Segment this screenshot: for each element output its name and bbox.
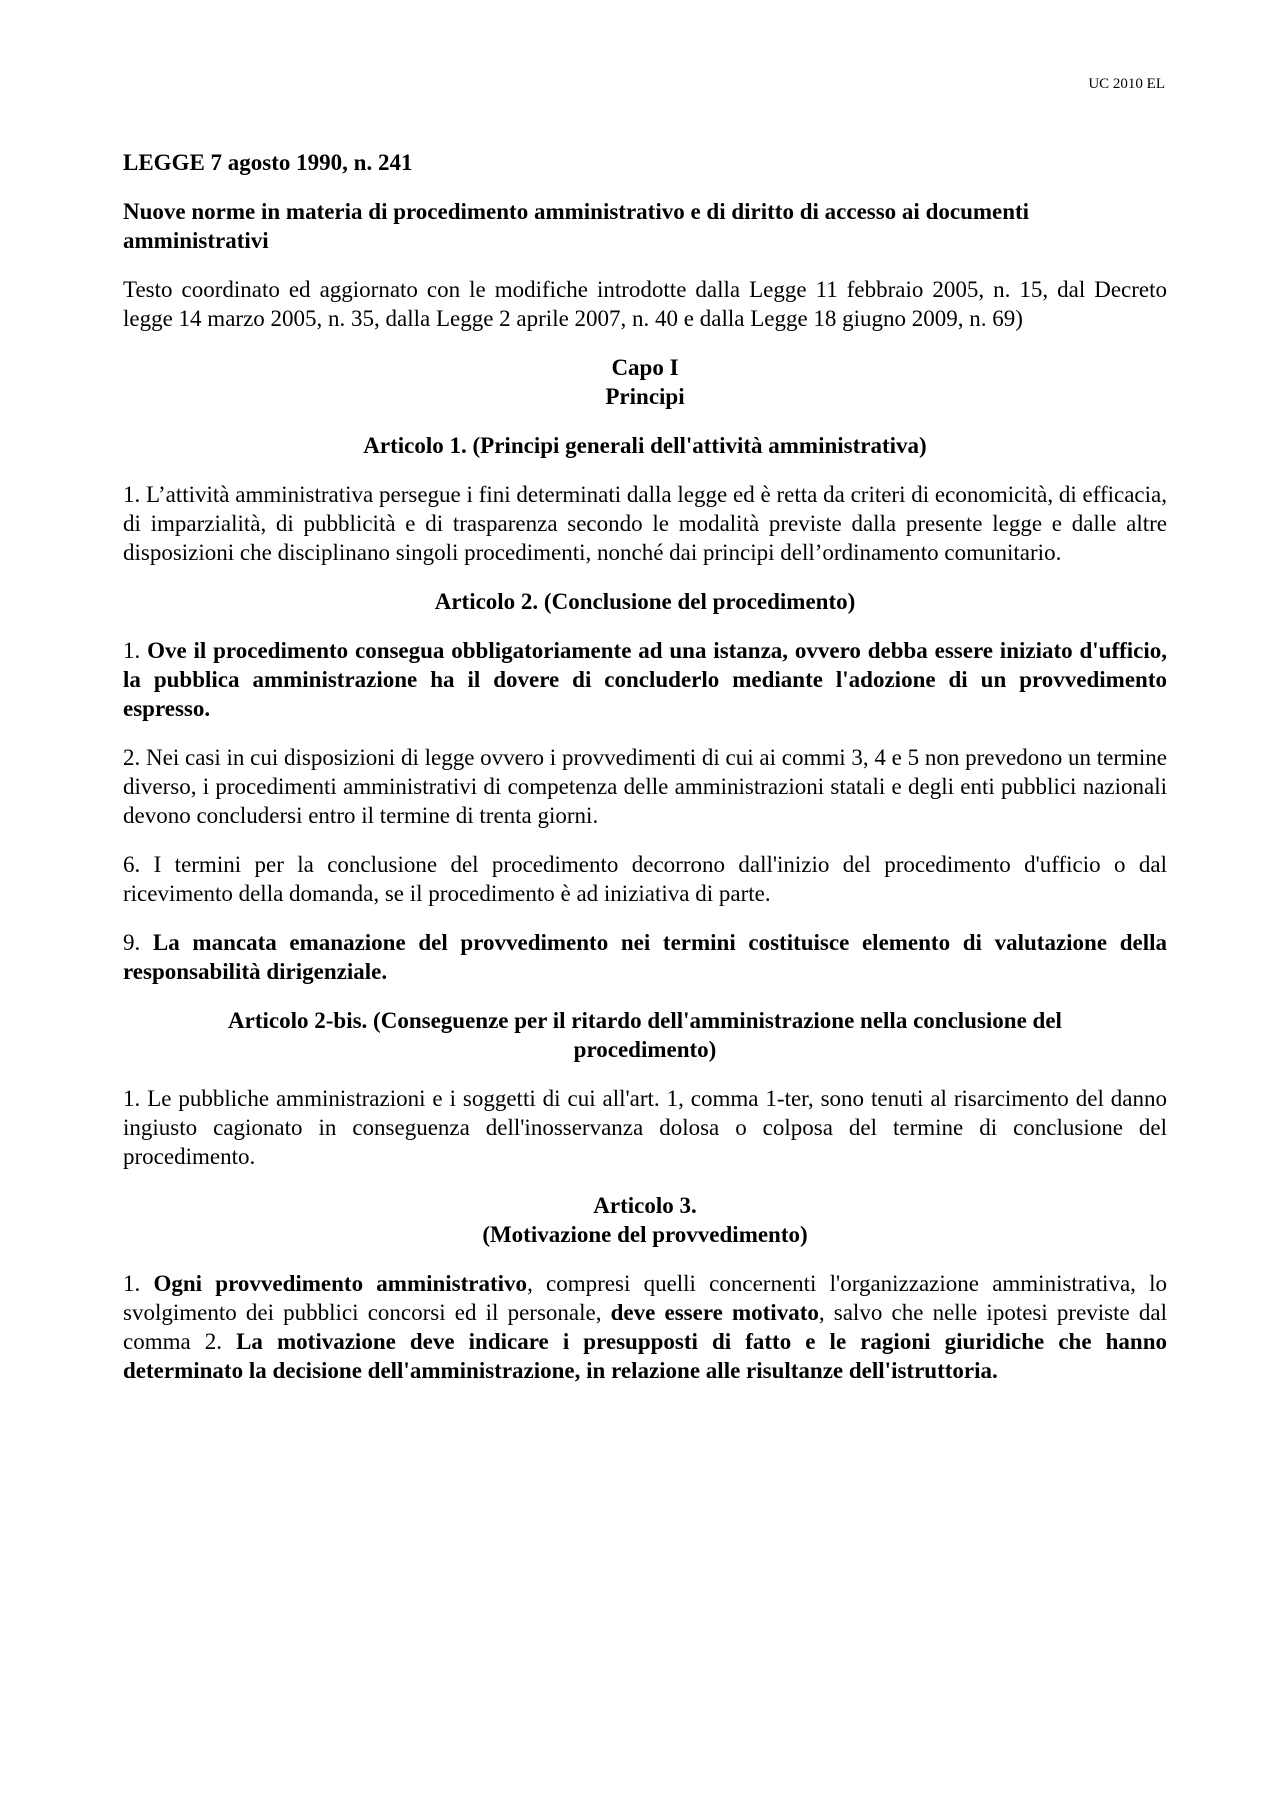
article-2-paragraph-6: 6. I termini per la conclusione del procedimento decorrono dall'inizio del procedimento d'ufficio o dal ricevimento della domanda, se il procedimento è ad iniziativa di parte. bbox=[123, 852, 1167, 906]
paragraph-bold-text: Ove il procedimento consegua obbligatoriamente ad una istanza, ovvero debba essere iniziato d'ufficio, la pubblica amministrazione ha il dovere di concluderlo mediante l'adozione di un provvedimento espresso. bbox=[123, 638, 1167, 721]
article-3-heading-line-2: (Motivazione del provvedimento) bbox=[482, 1222, 808, 1247]
article-2bis-heading-line-1: Articolo 2-bis. (Conseguenze per il ritardo dell'amministrazione nella conclusione del bbox=[228, 1008, 1062, 1033]
article-2bis-paragraph-1: 1. Le pubbliche amministrazioni e i soggetti di cui all'art. 1, comma 1-ter, sono tenuti al risarcimento del danno ingiusto cagionato in conseguenza dell'inosservanza dolosa o colposa del termine di conclusione del procedimento. bbox=[123, 1086, 1167, 1169]
chapter-heading bbox=[123, 353, 1167, 411]
article-2-paragraph-2: 2. Nei casi in cui disposizioni di legge ovvero i provvedimenti di cui ai commi 3, 4 e 5 non prevedono un termine diverso, i procedimenti amministrativi di competenza delle amministrazioni statali e degli enti pubblici nazionali devono concludersi entro il termine di trenta giorni. bbox=[123, 745, 1167, 828]
law-subtitle: Nuove norme in materia di procedimento amministrativo e di diritto di accesso ai documenti amministrativi bbox=[123, 199, 1030, 253]
document-id: UC 2010 EL bbox=[1088, 76, 1165, 92]
article-3-heading bbox=[123, 1191, 1167, 1249]
document-body bbox=[123, 148, 1167, 1405]
law-intro: Testo coordinato ed aggiornato con le modifiche introdotte dalla Legge 11 febbraio 2005, n. 15, dal Decreto legge 14 marzo 2005, n. 35, dalla Legge 2 aprile 2007, n. 40 e dalla Legge 18 giugno 2009, n. 69) bbox=[123, 277, 1167, 331]
article-2bis-heading-line-2: procedimento) bbox=[573, 1037, 717, 1062]
article-1-paragraph-1: 1. L’attività amministrativa persegue i fini determinati dalla legge ed è retta da criteri di economicità, di efficacia, di imparzialità, di pubblicità e di trasparenza secondo le modalità previste dalla presente legge e dalle altre disposizioni che disciplinano singoli procedimenti, nonché dai principi dell’ordinamento comunitario. bbox=[123, 482, 1167, 565]
paragraph-bold-text: Ogni provvedimento amministrativo bbox=[153, 1271, 528, 1296]
article-2-paragraph-9 bbox=[123, 928, 1167, 986]
paragraph-bold-text: La mancata emanazione del provvedimento nei termini costituisce elemento di valutazione della responsabilità dirigenziale. bbox=[123, 930, 1167, 984]
article-3-paragraph-1 bbox=[123, 1269, 1167, 1385]
paragraph-text: , salvo che nelle ipotesi previste dal comma 2. bbox=[123, 1300, 1167, 1354]
article-3-heading-line-1: Articolo 3. bbox=[593, 1193, 697, 1218]
paragraph-bold-text: deve essere motivato bbox=[610, 1300, 819, 1325]
article-2-heading: Articolo 2. (Conclusione del procedimento) bbox=[434, 589, 856, 614]
paragraph-bold-text: La motivazione deve indicare i presupposti di fatto e le ragioni giuridiche che hanno determinato la decisione dell'amministrazione, in relazione alle risultanze dell'istruttoria. bbox=[123, 1329, 1167, 1383]
article-2-paragraph-1 bbox=[123, 636, 1167, 723]
law-title: LEGGE 7 agosto 1990, n. 241 bbox=[123, 150, 413, 175]
article-2bis-heading bbox=[123, 1006, 1167, 1064]
paragraph-number: 1. bbox=[123, 638, 148, 663]
paragraph-text: 1. bbox=[123, 1271, 154, 1296]
paragraph-number: 9. bbox=[123, 930, 153, 955]
chapter-number: Capo I bbox=[611, 355, 679, 380]
article-1-heading: Articolo 1. (Principi generali dell'attività amministrativa) bbox=[363, 433, 927, 458]
paragraph-text: , compresi quelli concernenti l'organizzazione amministrativa, lo svolgimento dei pubblici concorsi ed il personale, bbox=[123, 1271, 1168, 1325]
chapter-title: Principi bbox=[605, 384, 685, 409]
